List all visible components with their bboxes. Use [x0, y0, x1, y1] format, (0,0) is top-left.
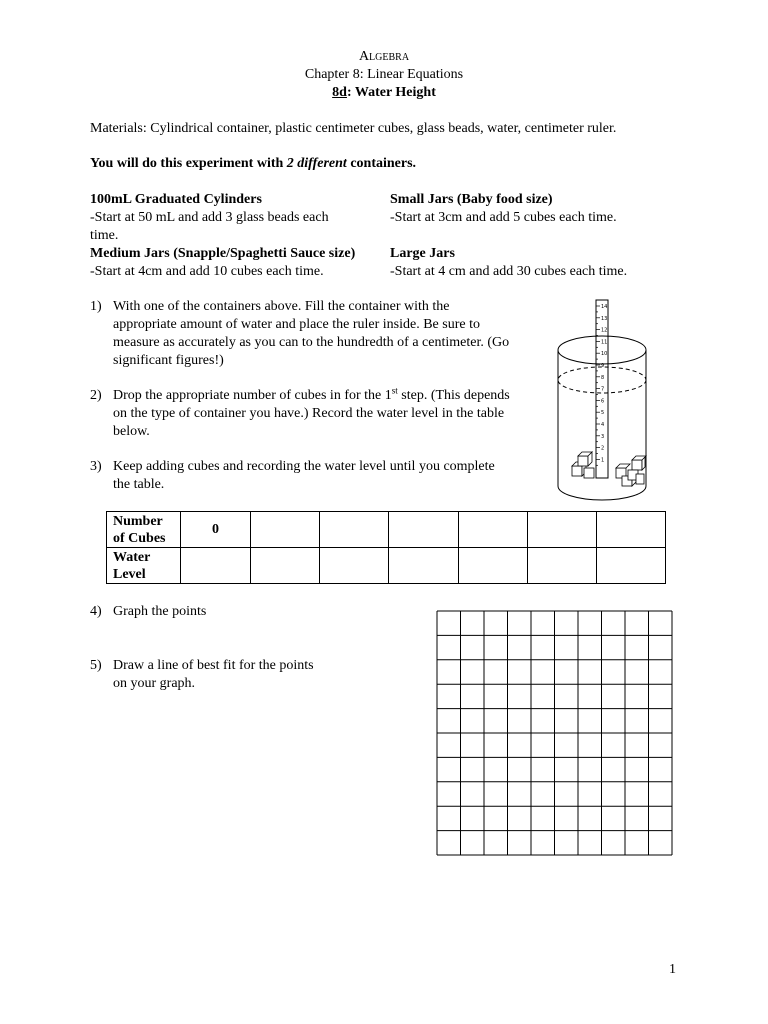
ruler-tick-label: 3: [601, 433, 605, 440]
data-table: [106, 511, 666, 584]
materials-line: Materials: Cylindrical container, plastic centimeter cubes, glass beads, water, centimeter ruler.: [90, 121, 617, 136]
step-line: Draw a line of best fit for the points: [113, 658, 314, 673]
instruction-emphasis: 2 different: [286, 156, 347, 171]
row-label-water: Water Level: [107, 548, 181, 584]
instruction-prefix: You will do this experiment with: [90, 156, 287, 171]
table-cell[interactable]: [597, 512, 666, 548]
table-cell[interactable]: 0: [181, 512, 251, 548]
ruler-tick-label: 8: [601, 374, 605, 381]
table-cell[interactable]: [251, 548, 320, 584]
table-cell[interactable]: [389, 512, 459, 548]
step-line: significant figures!): [113, 353, 224, 368]
step-line: below.: [113, 424, 150, 439]
step-number: 3): [90, 459, 102, 474]
step-line: the table.: [113, 477, 165, 492]
ruler-tick-label: 12: [601, 327, 608, 334]
step-line: on the type of container you have.) Record the water level in the table: [113, 406, 505, 421]
table-cell[interactable]: [528, 548, 597, 584]
step-line: Keep adding cubes and recording the water level until you complete: [113, 459, 495, 474]
table-cell[interactable]: [320, 548, 389, 584]
superscript: st: [391, 385, 398, 396]
ruler-tick-label: 6: [601, 398, 605, 405]
step-line: appropriate amount of water and place the ruler inside. Be sure to: [113, 317, 480, 332]
cylinder-illustration: [552, 296, 664, 510]
step-number: 4): [90, 604, 102, 619]
graduated-desc-2: time.: [90, 228, 119, 243]
small-jar-title: Small Jars (Baby food size): [390, 192, 553, 207]
table-row: [107, 512, 666, 548]
step-line: Graph the points: [113, 604, 207, 619]
course-title: Algebra: [358, 49, 410, 64]
step-line: measure as accurately as you can to the hundredth of a centimeter. (Go: [113, 335, 510, 350]
ruler-tick-label: 5: [601, 410, 605, 417]
section-title: [0, 84, 768, 102]
ruler-tick-label: 14: [601, 304, 608, 310]
ruler-tick-label: 1: [601, 457, 605, 464]
cube-group-right: [616, 456, 646, 486]
small-jar-desc: -Start at 3cm and add 5 cubes each time.: [390, 210, 617, 225]
step-line: on your graph.: [113, 676, 196, 691]
ruler-tick-label: 7: [601, 386, 605, 393]
step-line: [113, 387, 553, 405]
row-label-cubes: Number of Cubes: [107, 512, 181, 548]
ruler-tick-label: 10: [601, 351, 608, 358]
large-jar-desc: -Start at 4 cm and add 30 cubes each time.: [390, 264, 628, 279]
step-number: 1): [90, 299, 102, 314]
ruler-tick-label: 4: [601, 422, 605, 428]
large-jar-title: Large Jars: [390, 246, 455, 261]
medium-jar-desc: -Start at 4cm and add 10 cubes each time.: [90, 264, 324, 279]
graduated-desc-1: -Start at 50 mL and add 3 glass beads each: [90, 210, 329, 225]
step-number: 5): [90, 658, 102, 673]
graduated-title: 100mL Graduated Cylinders: [90, 192, 262, 207]
table-cell[interactable]: [528, 512, 597, 548]
table-cell[interactable]: [459, 548, 528, 584]
section-name: : Water Height: [346, 85, 436, 100]
ruler-tick-label: 13: [601, 315, 608, 322]
instruction-line: [90, 155, 416, 173]
table-cell[interactable]: [181, 548, 251, 584]
medium-jar-title: Medium Jars (Snapple/Spaghetti Sauce size): [90, 246, 356, 261]
table-cell[interactable]: [251, 512, 320, 548]
section-code: 8d: [332, 85, 347, 100]
table-cell[interactable]: [389, 548, 459, 584]
ruler-tick-label: 9: [601, 363, 605, 369]
cube-group-left: [572, 452, 594, 478]
step-number: 2): [90, 388, 102, 403]
table-row: [107, 548, 666, 584]
step-text: step. (This depends: [397, 388, 510, 403]
step-text: Drop the appropriate number of cubes in for the 1: [113, 388, 392, 403]
table-cell[interactable]: [459, 512, 528, 548]
graph-grid[interactable]: [436, 610, 674, 857]
ruler-tick-label: 11: [601, 339, 608, 346]
ruler-tick-label: 2: [601, 445, 605, 452]
chapter-title: Chapter 8: Linear Equations: [304, 67, 464, 82]
step-line: With one of the containers above. Fill the container with the: [113, 299, 450, 314]
instruction-suffix: containers.: [346, 156, 417, 171]
page-number: 1: [669, 962, 676, 977]
table-cell[interactable]: [320, 512, 389, 548]
table-cell[interactable]: [597, 548, 666, 584]
